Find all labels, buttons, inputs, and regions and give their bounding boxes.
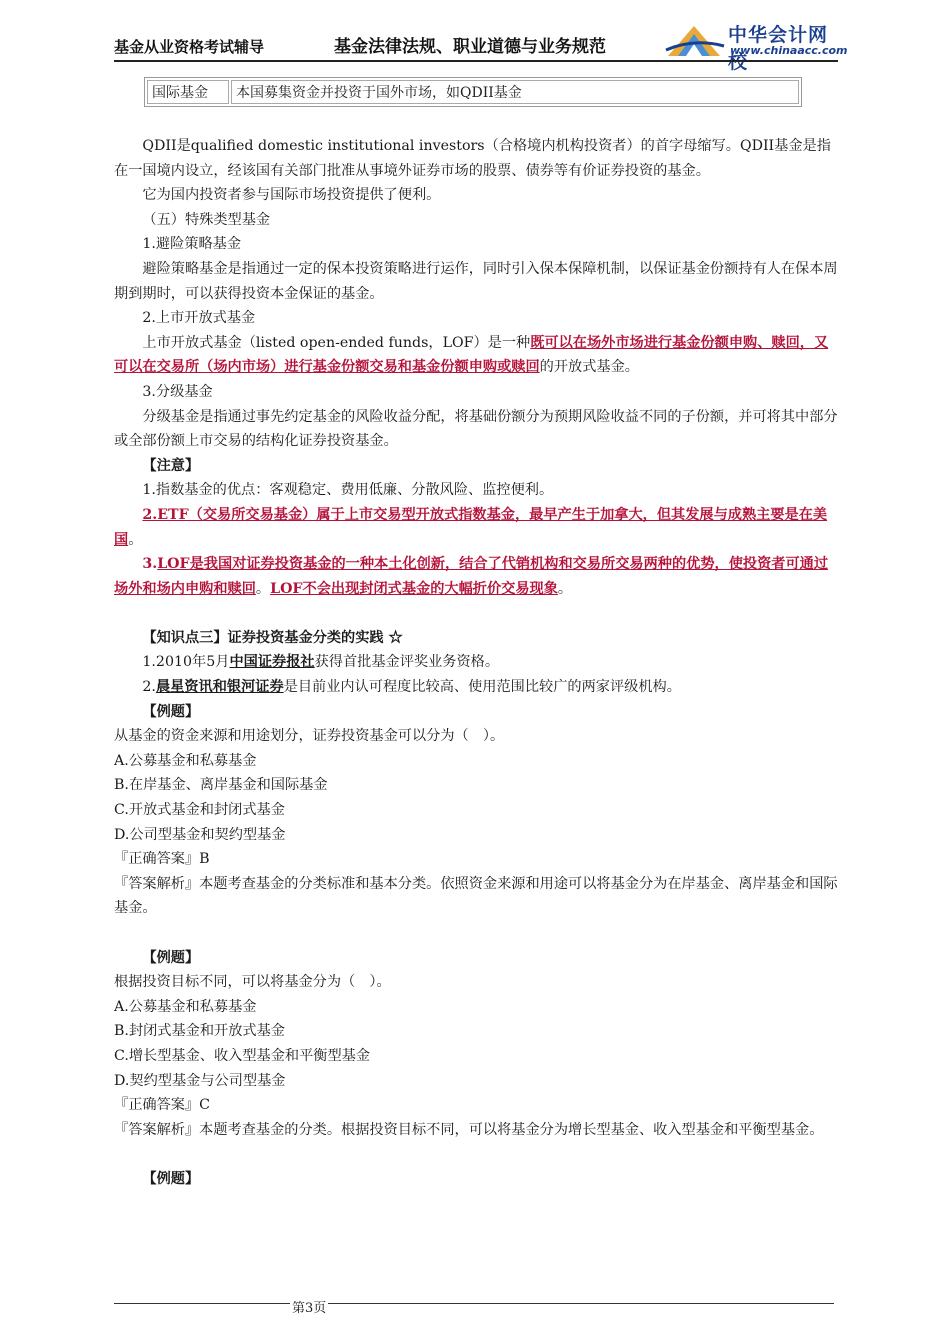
kp3-1-highlight: 中国证券报社 [229, 654, 315, 671]
note-item-2 [114, 503, 838, 552]
example-1-option-a: A.公募基金和私募基金 [114, 752, 257, 769]
example-2-option-a: A.公募基金和私募基金 [114, 998, 257, 1015]
item-heading-structured-fund: 3.分级基金 [142, 383, 213, 400]
footer-rule [114, 1303, 834, 1304]
example-2-option-d: D.契约型基金与公司型基金 [114, 1072, 286, 1089]
spacer [114, 1142, 838, 1167]
kp3-2-end: 是目前业内认可程度比较高、使用范围比较广的两家评级机构。 [283, 679, 681, 696]
kp3-1-end: 获得首批基金评奖业务资格。 [314, 654, 500, 671]
page-header [114, 18, 848, 73]
example-3-label: 【例题】 [142, 1170, 200, 1187]
kp3-2-start: 2. [142, 679, 156, 696]
spacer [114, 921, 838, 946]
example-2-option-b: B.封闭式基金和开放式基金 [114, 1023, 285, 1040]
document-body [114, 134, 838, 1192]
lof-highlight: 既可以在场外市场进行基金份额申购、赎回，又可以在交易所（场内市场）进行基金份额交易和基金份额申购或赎回 [114, 334, 829, 376]
header-course-title: 基金从业资格考试辅导 [114, 38, 265, 56]
header-subject-title: 基金法律法规、职业道德与业务规范 [334, 37, 606, 57]
example-2-question: 根据投资目标不同，可以将基金分为（ ）。 [114, 974, 391, 991]
example-2-explanation: 『答案解析』本题考查基金的分类。根据投资目标不同，可以将基金分为增长型基金、收入型基金和平衡型基金。 [114, 1121, 824, 1138]
knowledge-point-3-heading: 【知识点三】证券投资基金分类的实践 ☆ [142, 629, 403, 646]
etf-highlight: 2.ETF（交易所交易基金）属于上市交易型开放式指数基金，最早产生于加拿大，但其发展与成熟主要是在美国 [114, 506, 828, 548]
example-1-explanation: 『答案解析』本题考查基金的分类标准和基本分类。依照资金来源和用途可以将基金分为在岸基金、离岸基金和国际基金。 [114, 875, 838, 917]
qdii-benefit: 它为国内投资者参与国际市场投资提供了便利。 [142, 187, 441, 204]
lof-text-end: 的开放式基金。 [539, 359, 639, 376]
example-1-option-b: B.在岸基金、离岸基金和国际基金 [114, 777, 328, 794]
lof-innovation-highlight: LOF是我国对证券投资基金的一种本土化创新，结合了代销机构和交易所交易两种的优势，使投资者可通过场外和场内申购和赎回 [114, 556, 829, 597]
knowledge-point-3-item-2 [114, 675, 838, 700]
lof-paragraph [114, 331, 838, 380]
note-item-2-end: 。 [128, 531, 143, 548]
lof-discount-highlight: LOF不会出现封闭式基金的大幅折价交易现象 [270, 580, 558, 597]
kp3-2-highlight: 晨星资讯和银河证券 [155, 679, 284, 696]
example-1-option-d: D.公司型基金和契约型基金 [114, 826, 286, 843]
lof-note-num: 3. [142, 556, 158, 573]
hedge-fund-paragraph: 避险策略基金是指通过一定的保本投资策略进行运作，同时引入保本保障机制，以保证基金份额持有人在保本周期到期时，可以获得投资本金保证的基金。 [114, 260, 838, 302]
example-2-answer: 『正确答案』C [114, 1097, 210, 1114]
structured-fund-paragraph: 分级基金是指通过事先约定基金的风险收益分配，将基础份额分为预期风险收益不同的子份额，并可将其中部分或全部份额上市交易的结构化证券投资基金。 [114, 408, 838, 450]
header-rule [114, 60, 838, 62]
note-item-3-sep: 。 [255, 580, 271, 597]
section-heading-special-funds: （五）特殊类型基金 [142, 211, 271, 228]
note-item-3-end: 。 [557, 580, 573, 597]
item-heading-lof: 2.上市开放式基金 [142, 310, 256, 327]
note-item-3 [114, 552, 838, 601]
example-1-answer: 『正确答案』B [114, 851, 210, 868]
note-label: 【注意】 [142, 457, 200, 474]
table-row [147, 80, 799, 104]
item-heading-hedge-fund: 1.避险策略基金 [142, 236, 242, 253]
chinaacc-logo [664, 20, 848, 73]
spacer [114, 601, 838, 626]
note-item-1: 1.指数基金的优点：客观稳定、费用低廉、分散风险、监控便利。 [142, 482, 554, 499]
fund-type-table [144, 77, 802, 107]
table-cell-type: 国际基金 [147, 80, 229, 104]
example-1-label: 【例题】 [142, 703, 200, 720]
logo-url: www.chinaacc.com [730, 44, 848, 57]
example-1-question: 从基金的资金来源和用途划分，证券投资基金可以分为（ ）。 [114, 728, 505, 745]
logo-text: 中华会计网校 [728, 24, 829, 73]
table-cell-desc: 本国募集资金并投资于国外市场，如QDII基金 [231, 80, 799, 104]
logo-mark-icon [664, 20, 726, 60]
kp3-1-start: 1.2010年5月 [142, 654, 230, 671]
page-number: 第3页 [290, 1297, 328, 1316]
example-1-option-c: C.开放式基金和封闭式基金 [114, 802, 285, 819]
knowledge-point-3-item-1 [114, 650, 838, 675]
example-2-label: 【例题】 [142, 949, 200, 966]
lof-text-start: 上市开放式基金（listed open-ended funds，LOF）是一种 [142, 334, 531, 351]
qdii-paragraph: QDII是qualified domestic institutional investors（合格境内机构投资者）的首字母缩写。QDII基金是指在一国境内设立，经该国有关部门批准从事境外证券市场的股票、债券等有价证券投资的基金。 [114, 138, 831, 179]
example-2-option-c: C.增长型基金、收入型基金和平衡型基金 [114, 1047, 371, 1064]
